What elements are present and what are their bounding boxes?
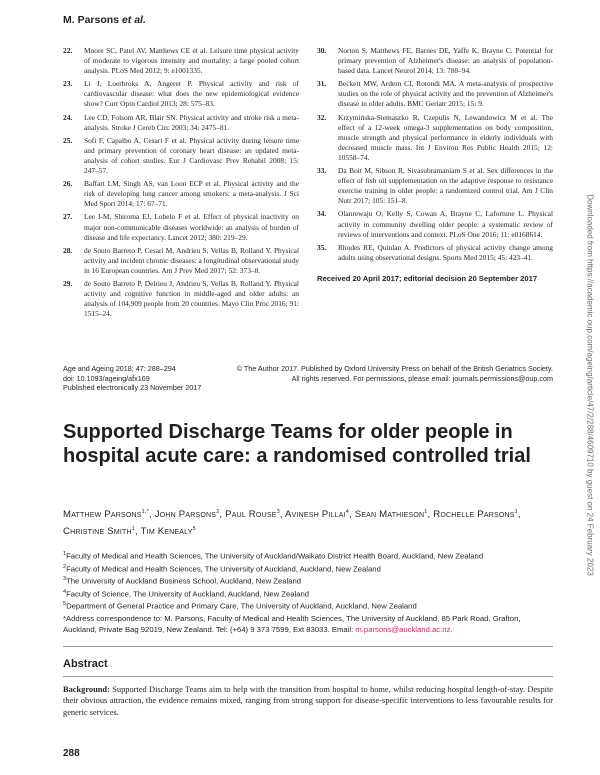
reference-item [63, 136, 299, 176]
affiliation-item [63, 587, 553, 600]
download-watermark: Downloaded from https://academic.oup.com/ageing/article/47/2/288/4609710 by guest on 24 February 2023 [585, 194, 595, 576]
affiliation-number: 1 [63, 551, 67, 557]
reference-text: Krzymińska-Siemaszko R, Czepulis N, Lewandowicz M et al. The effect of a 12-week omega-3 supplementation on body composition, muscle strength and physical performance in elderly individuals with decreased muscle mass. Int J Environ Res Public Health 2015; 12: 10558–74. [338, 112, 553, 162]
divider-top [63, 646, 553, 647]
reference-item [63, 179, 299, 209]
author-name: Paul Rouse [225, 509, 277, 521]
references-left-column [63, 46, 299, 322]
reference-item [63, 46, 299, 76]
affiliation-number: 4 [63, 588, 67, 595]
author-name: Sean Mathieson [354, 509, 425, 521]
reference-text: Baffart LM, Singh AS, van Loon ECP et al. Physical activity and the risk of developing lung cancer among smokers: a meta-analysis. J Sci Med Sport 2014; 17: 67–71. [84, 179, 299, 209]
author-affiliation-marker: 2 [216, 509, 220, 515]
reference-number: 33. [317, 166, 327, 176]
reference-number: 28. [63, 245, 73, 255]
affiliation-number: 5 [63, 601, 67, 608]
reference-text: Norton S, Matthews FE, Barnes DE, Yaffe K, Brayne C. Potential for primary prevention of Alzheimer's disease: an analysis of population-based data. Lancet Neurol 2014; 13: 788–94. [338, 46, 553, 76]
email-link[interactable]: m.parsons@auckland.ac.nz [355, 625, 451, 634]
reference-text: de Souto Barreto P, Delrieu J, Andrieu S, Vellas B, Rolland Y. Physical activity and cognitive function in middle-aged and older adults: an analysis of 104,909 people from 20 countries. Mayo Clin Proc 2016; 91: 1515–24. [84, 278, 299, 319]
reference-item [63, 113, 299, 133]
reference-number: 29. [63, 278, 73, 288]
running-head-etal: et al. [121, 14, 146, 26]
journal-citation: Age and Ageing 2018; 47: 288–294 [63, 364, 176, 373]
reference-number: 22. [63, 46, 73, 55]
reference-text: Da Boit M, Sibson R, Sivasubramaniam S et al. Sex differences in the effect of fish oil supplementation on the adaptive response to resistance exercise training in older people: a randomized control trial. Am J Clin Nutr 2017; 105: 151–8. [338, 166, 553, 206]
correspondence-end: . [450, 625, 453, 634]
abstract-heading: Abstract [63, 658, 108, 670]
author-name: Avinesh Pillai [285, 509, 346, 521]
page-number: 288 [63, 748, 80, 759]
reference-text: Beckett MW, Ardern CI, Rotondi MA. A meta-analysis of prospective studies on the role of physical activity and the prevention of Alzheimer's disease in older adults. BMC Geriatr 2015; 15: 9. [338, 79, 553, 109]
reference-number: 31. [317, 79, 327, 89]
affiliation-item [63, 574, 553, 587]
reference-number: 34. [317, 209, 327, 219]
reference-text: Li J, Loerbroks A, Angerer P. Physical activity and risk of cardiovascular disease: what does the new epidemiological evidence show? Curr Opin Cardiol 2013; 28: 575–83. [84, 79, 299, 109]
affiliation-text: The University of Auckland Business School, Auckland, New Zealand [66, 576, 302, 586]
affiliation-number: 2 [63, 563, 67, 570]
copyright-notice [235, 364, 553, 383]
correspondence [63, 613, 553, 635]
reference-number: 30. [317, 46, 327, 55]
reference-number: 35. [317, 242, 327, 252]
author-name: Tim Kenealy [140, 526, 193, 538]
reference-text: Olanrewaju O, Kelly S, Cowan A, Brayne C, Lafortune L. Physical activity in community dwelling older people: a systematic review of reviews of interventions and context. PLoS One 2016; 11: e0168614. [338, 209, 553, 239]
reference-item [317, 209, 553, 239]
correspondence-text: *Address correspondence to: M. Parsons, Faculty of Medical and Health Sciences, The University of Auckland, 85 Park Road, Grafton, Auckland, Private Bag 92019, New Zealand. Tel: (+64) 9 373 7599, Ext 83033. Email: [63, 614, 521, 634]
reference-text: Sofi F, Capalbo A, Cesari F et al. Physical activity during leisure time and primary prevention of coronary heart disease: an updated meta-analysis of cohort studies. Eur J Cardiovasc Prev Rehabil 2008; 15: 247–57. [84, 135, 299, 176]
reference-number: 23. [63, 79, 73, 89]
journal-doi: doi: 10.1093/ageing/afx169 [63, 373, 150, 383]
reference-item [63, 279, 299, 319]
journal-info [63, 364, 201, 393]
copyright-line-1: © The Author 2017. Published by Oxford University Press on behalf of the British Geriatrics Society. [236, 364, 553, 373]
affiliation-text: Faculty of Science, The University of Auckland, Auckland, New Zealand [66, 589, 310, 599]
reference-item [317, 166, 553, 206]
author-name: John Parsons [154, 509, 217, 521]
copyright-line-2: All rights reserved. For permissions, please email: journals.permissions@oup.com [291, 373, 553, 383]
article-title: Supported Discharge Teams for older people in hospital acute care: a randomised controlled trial [63, 421, 531, 467]
author-name: Christine Smith [63, 526, 132, 538]
author-affiliation-marker: 5 [192, 526, 196, 533]
abstract-body [63, 684, 553, 718]
journal-published: Published electronically 23 November 2017 [63, 383, 202, 392]
reference-item [63, 246, 299, 276]
references-right-column [317, 46, 553, 284]
reference-item [317, 79, 553, 109]
author-name: Matthew Parsons [63, 509, 142, 521]
reference-number: 25. [63, 135, 73, 145]
reference-text: Lee I-M, Shiroma EJ, Lobelo F et al. Effect of physical inactivity on major non-communicable diseases worldwide: an analysis of burden of disease and life expectancy. Lancet 2012; 380: 219–29. [84, 212, 299, 242]
author-affiliation-marker: 1 [514, 509, 518, 515]
reference-number: 24. [63, 112, 73, 122]
reference-text: de Souto Barreto P, Cesari M, Andrieu S, Vellas B, Rolland Y. Physical activity and incident chronic diseases: a longitudinal observational study in 16 European countries. Am J Prev Med 2017; 52: 373–8. [84, 245, 299, 275]
author-affiliation-marker: 1,* [141, 509, 149, 515]
reference-text: Lee CD, Folsom AR, Blair SN. Physical activity and stroke risk a meta-analysis. Stroke J Cereb Circ 2003; 34: 2475–81. [84, 112, 299, 132]
reference-text: Rhodes RE, Quinlan A. Predictors of physical activity change among adults using observational designs. Sports Med 2015; 45: 423–41. [338, 242, 553, 262]
reference-item [317, 113, 553, 163]
author-affiliation-marker: 1 [131, 526, 136, 533]
affiliation-number: 3 [63, 576, 67, 583]
affiliation-item [63, 599, 553, 612]
divider-abstract [63, 676, 553, 677]
reference-text: Moore SC, Patel AV, Matthews CE et al. Leisure time physical activity of moderate to vigorous intensity and mortality: a large pooled cohort analysis. PLoS Med 2012; 9: e1001335. [84, 46, 299, 76]
reference-number: 27. [63, 212, 73, 222]
affiliation-text: Faculty of Medical and Health Sciences, The University of Auckland, Auckland, New Zealand [66, 564, 381, 574]
affiliation-item [63, 549, 553, 562]
affiliation-text: Department of General Practice and Primary Care, The University of Auckland, Auckland, New Zealand [66, 601, 417, 611]
reference-item [317, 243, 553, 263]
reference-number: 26. [63, 179, 73, 189]
author-affiliation-marker: 4 [345, 509, 349, 515]
reference-number: 32. [317, 112, 327, 122]
reference-item [63, 79, 299, 109]
abstract-background-label: Background: [63, 685, 110, 694]
received-dates: Received 20 April 2017; editorial decision 20 September 2017 [317, 273, 538, 283]
affiliations [63, 549, 553, 612]
reference-item [63, 212, 299, 242]
affiliation-item [63, 562, 553, 575]
affiliation-text: Faculty of Medical and Health Sciences, The University of Auckland/Waikato District Health Board, Auckland, New Zealand [66, 551, 484, 561]
author-list: Matthew Parsons$^{1,*}$, John Parsons$^2$, Paul Rouse$^3$, Avinesh Pillai$^4$, Sean Mathieson$^1$, Rochelle Parsons$^1$, Christine Smith$^1$, Tim Kenealy$^5$ [63, 509, 521, 538]
author-name: Rochelle Parsons [433, 509, 515, 521]
reference-item [317, 46, 553, 76]
author-affiliation-marker: 3 [276, 509, 280, 515]
abstract-background-text: Supported Discharge Teams aim to help with the transition from hospital to home, whilst reducing hospital length-of-stay. Despite their obvious attraction, the evidence remains mixed, ranging from strong support for disease-specific interventions to less favourable results for generic services. [63, 685, 553, 717]
running-head-author: M. Parsons [63, 14, 120, 26]
author-affiliation-marker: 1 [424, 509, 428, 515]
running-head [63, 14, 146, 26]
